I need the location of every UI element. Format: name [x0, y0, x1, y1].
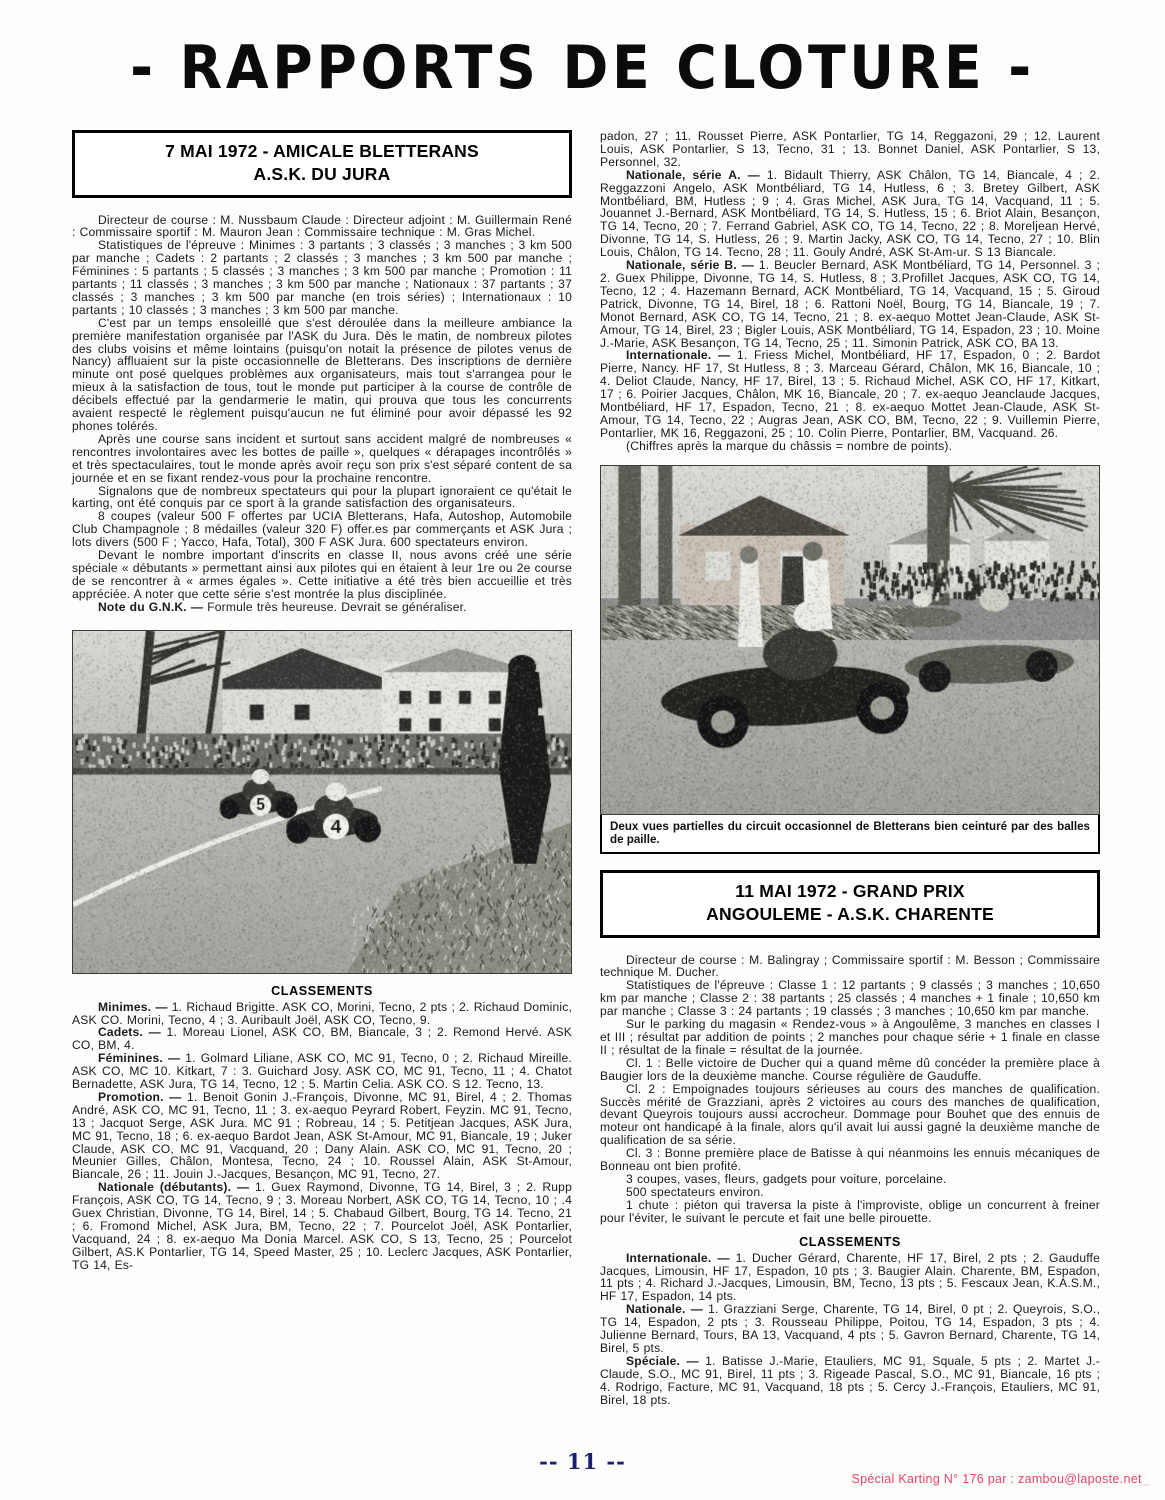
report-paragraph-2: Après une course sans incident et surtout sans accident malgré de nombreuses « rencontres involontaires avec les bottes de paille », quelques « dérapages incontrôlés » et très spectaculaires, tout le monde après avoir reçu son prix s'est séparé content de sa journée et en se fixant rendez-vous pour la prochaine rencontre. [72, 431, 572, 485]
result-entry [72, 1026, 572, 1052]
page-title: - RAPPORTS DE CLOTURE - [130, 33, 1035, 103]
result-entry [600, 1252, 1100, 1304]
result-category: Nationale, série A. — [626, 167, 760, 182]
report-paragraph-3: Signalons que de nombreux spectateurs qui pour la plupart ignoraient ce qu'était le karting, ont été conquis par ce sport à la grande satisfaction des organisateurs. [72, 483, 572, 511]
result-category: Internationale. — [626, 348, 731, 363]
class-3-commentary: Cl. 3 : Bonne première place de Batisse à qui néanmoins les ennuis mécaniques de Bonneau ont bien profité. [600, 1146, 1100, 1174]
prizes-paragraph: 3 coupes, vases, fleurs, gadgets pour voiture, porcelaine. [626, 1171, 947, 1186]
photo-bletterans-corner [72, 630, 572, 974]
report-paragraph-1: Sur le parking du magasin « Rendez-vous » à Angoulême, 3 manches en classes I et III ; résultat par addition de points ; 2 manches pour chaque série + 1 finale en classe II ; résultat de la finale = résultat de la journée. [600, 1017, 1100, 1057]
photo-bletterans-straw-bales-canvas [601, 466, 1099, 814]
report-paragraph-5: Devant le nombre important d'inscrits en classe II, nous avons créé une série spéciale « débutants » permettant ainsi aux pilotes qui en étaient à leur 1re ou 2e course de se rencontrer à « armes égales ». Cette initiative a été très bien accueillie et très appréciée. A noter que cette série s'est montrée la plus disciplinée. [72, 548, 572, 601]
result-text: 1. Beucler Bernard, ASK Montbéliard, TG 14, Personnel. 3 ; 2. Guex Philippe, Divonne, TG 14, S. Hutless, 8 ; 3.Profillet Jacques, ASK CO, TG 14, Tecno, 12 ; 4. Hazemann Bernard, ACK Montbéliard, TG 14, Vacquand, 15 ; 5. Giroud Patrick, Divonne, TG 14, Birel, 18 ; 6. Rattoni Noël, Bourg, TG 14, Biancale, 19 ; 7. Monot Bernard, ASK CO, TG 14, Tecno, 21 ; 8. ex-aequo Mottet Jean-Claude, ASK St-Amour, TG 14, Birel, 23 ; Bigler Louis, ASK Montbéliard, TG 14, Espadon, 23 ; 10. Moine J.-Marie, ASK Besançon, TG 14, Tecno, 25 ; 11. Simonin Patrick, ASK CO, BA 13. [600, 258, 1100, 350]
result-entry [72, 1091, 572, 1181]
result-text: 1. Bidault Thierry, ASK Châlon, TG 14, Biancale, 4 ; 2. Reggazzoni Angelo, ASK Montbéliard, TG 14, Hutless, 6 ; 3. Bretey Gilbert, ASK Montbéliard, BM, Hutless ; 9 ; 4. Gras Michel, ASK Jura, TG 14, Vacquand, 11 ; 5. Jouannet J.-Bernard, ASK Montbéliard, TG 14, S. Hutless, 15 ; 6. Briot Alain, Besançon, TG 14, Tecno, 20 ; 7. Ferrand Gabriel, ASK CO, TG 14, Tecno, 22 ; 8. Moreljean Hervé, Divonne, TG 14, S. Hutless, 26 ; 9. Martin Jacky, ASK CO, TG 14, Tecno, 27 ; 10. Blin Louis, Châlon, TG 14. Tecno, 28 ; 11. Gouly André, ASK St-Am-ur. S 13 Biancale. [600, 167, 1100, 260]
classements-heading-bletterans: CLASSEMENTS [271, 983, 373, 998]
result-category: Féminines. — [98, 1051, 181, 1066]
banner-line-2: A.S.K. DU JURA [253, 163, 391, 184]
class-1-commentary: Cl. 1 : Belle victoire de Ducher qui a quand même dû concéder la première place à Baugier lors de la deuxième manche. Course régulière de Gauduffe. [600, 1055, 1100, 1083]
right-column [600, 130, 1100, 1406]
incident-paragraph: 1 chute : piéton qui traversa la piste à l'improviste, oblige un concurrent à freiner pour l'éviter, le suivant le percute et fait une belle pirouette. [600, 1197, 1100, 1225]
section-banner-angouleme [600, 870, 1100, 938]
result-entry [600, 349, 1100, 439]
result-text: 1. Grazziani Serge, Charente, TG 14, Birel, 0 pt ; 2. Queyrois, S.O., TG 14, Espadon, 2 pts ; 3. Rousseau Philippe, Poitou, TG 14, Espadon, 3 pts ; 4. Julienne Bernard, Tours, BA 13, Vacquand, 4 pts ; 5. Gavron Bernard, Charente, TG 14, Birel, 5 pts. [600, 1302, 1100, 1355]
result-category: Nationale. — [626, 1302, 703, 1317]
result-entry [600, 1355, 1100, 1407]
result-category: Internationale. — [626, 1250, 730, 1265]
result-text: 1. Guex Raymond, Divonne, TG 14, Birel, 3 ; 2. Rupp François, ASK CO, TG 14, Tecno, 9 ; 3. Moreau Norbert, ASK CO, TG 14, Tecno, 10 ; .4 Guex Christian, Divonne, TG 14, Birel, 14 ; 5. Chabaud Gilbert, Bourg, TG 14. Tecno, 21 ; 6. Fromond Michel, ASK Jura, BM, Tecno, 22 ; 7. Pourcelot Joël, ASK Pontarlier, Vacquand, 24 ; 8. ex-aequo Ma Donia Marcel. ASK CO, S 13, Tecno, 25 ; Pourcelot Gilbert, AS.K Pontarlier, TG 14, Speed Master, 25 ; 10. Leclerc Jacques, ASK Pontarlier, TG 14, Es- [72, 1180, 572, 1272]
result-entry [72, 1001, 572, 1027]
result-text: 1. Batisse J.-Marie, Etauliers, MC 91, Squale, 5 pts ; 2. Martet J.-Claude, S.O., MC 91, Birel, 11 pts ; 3. Rigeade Pascal, S.O., MC 91, Biancale, 16 pts ; 4. Rodrigo, Facture, MC 91, Vacquand, 18 pts ; 5. Cercy J.-François, Etauliers, MC 91, Birel, 18 pts. [600, 1353, 1100, 1407]
report-paragraph-1: C'est par un temps ensoleillé que s'est déroulée dans la meilleure ambiance la première manifestation organisée par l'ASK du Jura. Dès le matin, de nombreux pilotes des clubs voisins et même lointains (puisqu'on notait la présence de pilotes venus de Nancy) affluaient sur la piste occasionnelle de Bletterans. Des inscriptions de dernière minute ont posé quelques problèmes aux organisateurs, mais tout s'arrangea pour le mieux à la satisfaction de tous, tout le monde put participer à la course de contrôle de décibels effectué par la gendarmerie le matin, qui prouva que tous les concurrents avaient respecté le règlement puisqu'aucun ne fut éliminé pour avoir dépassé les 92 phones tolérés. [72, 315, 572, 433]
statistics-paragraph: Statistiques de l'épreuve : Minimes : 3 partants ; 3 classés ; 3 manches ; 3 km 500 par manche ; Cadets : 2 partants ; 2 classés ; 3 manches ; 3 km 500 par manche ; Féminines : 5 partants ; 5 classés ; 3 manches ; 3 km 500 par manche ; Promotion : 11 partants ; 11 classés ; 3 manches ; 3 km 500 par manche ; Nationaux : 37 partants ; 37 classés ; 3 manches ; 3 km 500 par manche (en trois séries) ; Internationaux : 10 partants ; 10 classés ; 3 manches ; 3 km 500 par manche. [72, 238, 572, 317]
result-text: 1. Ducher Gérard, Charente, HF 17, Birel, 2 pts ; 2. Gauduffe Jacques, Limousin, HF 17, Espadon, 10 pts ; 3. Baugier Alain. Charente, BM, Espadon, 11 pts ; 4. Richard J.-Jacques, Limousin, BM, Tecno, 13 pts ; 5. Fescaux Jean, K.A.S.M., HF 17, Espadon, 14 pts. [600, 1250, 1100, 1304]
result-entry [600, 169, 1100, 259]
result-category: Minimes. — [98, 999, 168, 1014]
section-banner-bletterans [72, 130, 572, 198]
result-category: Cadets. — [98, 1025, 161, 1040]
note-gnk-text: Formule très heureuse. Devrait se généraliser. [203, 599, 467, 614]
watermark-text: Spécial Karting N° 176 par : zambou@laposte.net [851, 1472, 1142, 1486]
officials-paragraph: Directeur de course : M. Balingray ; Commissaire sportif : M. Besson ; Commissaire technique M. Ducher. [600, 952, 1100, 980]
result-text: 1. Friess Michel, Montbéliard, HF 17, Espadon, 0 ; 2. Bardot Pierre, Nancy. HF 17, St Hutless, 8 ; 3. Marceau Gérard, Châlon, MK 16, Biancale, 10 ; 4. Deliot Claude, Nancy, HF 17, Birel, 13 ; 5. Richaud Michel, ASK CO, HF 17, Kitkart, 17 ; 6. Poirier Jacques, Châlon, MK 16, Biancale, 20 ; 7. ex-aequo Jeanclaude Jacques, Montbéliard, HF 17, Espadon, Tecno, 21 ; 8. ex-aequo Mottet Jean-Claude, ASK St-Amour, TG 14, Tecno, 22 ; Augras Jean, ASK CO, BM, Tecno, 22 ; 9. Vuillemin Pierre, Pontarlier, MK 16, Reggazoni, 25 ; 10. Colin Pierre, Pontarlier, BM, Vacquand. 26. [600, 348, 1101, 440]
banner-line-1: 7 MAI 1972 - AMICALE BLETTERANS [165, 141, 479, 161]
scan-watermark [851, 1472, 1149, 1486]
result-entry-continued: padon, 27 ; 11. Rousset Pierre, ASK Pontarlier, TG 14, Reggazoni, 29 ; 12. Laurent Louis, ASK Pontarlier, S 13, Tecno, 31 ; 13. Bonnet Daniel, ASK Pontarlier, S 13, Personnel, 32. [600, 129, 1100, 169]
result-entry [72, 1181, 572, 1271]
banner-line-1: 11 MAI 1972 - GRAND PRIX [735, 881, 965, 902]
photo-caption: Deux vues partielles du circuit occasionnel de Bletterans bien ceinturé par des balles de paille. [600, 815, 1100, 854]
result-entry [72, 1052, 572, 1091]
result-text: 1. Richaud Brigitte. ASK CO, Morini, Tecno, 2 pts ; 2. Richaud Dominic, ASK CO. Morini, Tecno, 4 ; 3. Auribault Joël, ASK CO, Tecno, 9. [72, 999, 572, 1027]
left-column [72, 130, 572, 1272]
result-category: Promotion. — [98, 1089, 182, 1104]
page-number: -- 11 -- [539, 1449, 626, 1474]
result-text: 1. Golmard Liliane, ASK CO, MC 91, Tecno, 0 ; 2. Richaud Mireille. ASK CO, MC 10. Kitkart, 7 : 3. Guichard Josy. ASK CO, MC 91, Tecno, 11 ; 4. Chatot Bernadette, ASK Jura, TG 14, Tecno, 12 ; 5. Martin Celia. ASK CO. S 12. Tecno, 13. [72, 1051, 572, 1092]
banner-line-2: ANGOULEME - A.S.K. CHARENTE [706, 903, 994, 924]
report-paragraph-4: 8 coupes (valeur 500 F offertes par UCIA Bletterans, Hafa, Autoshop, Automobile Club Champagnole ; 8 médailles (valeur 320 F) offer.es par commerçants et ASK Jura ; lots divers (500 F ; Yacco, Hafa, Total), 300 F ASK Jura. 600 spectateurs environ. [72, 509, 572, 550]
chassis-note: (Chiffres après la marque du châssis = nombre de points). [626, 438, 953, 453]
result-entry [600, 1303, 1100, 1355]
officials-paragraph: Directeur de course : M. Nussbaum Claude : Directeur adjoint : M. Guillermain René : Commissaire sportif : M. Mauron Jean : Commissaire technique : M. Gras Michel. [72, 212, 572, 240]
class-2-commentary: Cl. 2 : Empoignades toujours sérieuses au cours des manches de qualification. Succès mérité de Grazziani, après 2 victoires au cours des manches de qualification, devant Queyrois toujours aussi accrocheur. Dommage pour Bouhet que des ennuis de moteur ont handicapé à la finale, alors qu'il avait lui aussi gagné la deuxième manche de qualification de sa série. [600, 1081, 1100, 1148]
result-text: 1. Moreau Lionel, ASK CO, BM, Biancale, 3 ; 2. Remond Hervé. ASK CO, BM, 4. [72, 1025, 572, 1053]
classements-heading-angouleme: CLASSEMENTS [799, 1234, 901, 1249]
result-entry [600, 259, 1100, 349]
result-category: Spéciale. — [626, 1353, 699, 1368]
note-gnk-lead: Note du G.N.K. — [98, 599, 204, 614]
result-category: Nationale (débutants). — [98, 1180, 250, 1195]
photo-bletterans-straw-bales [600, 465, 1100, 815]
spectators-paragraph: 500 spectateurs environ. [626, 1184, 764, 1199]
photo-bletterans-corner-canvas [73, 631, 571, 973]
page-masthead [0, 33, 1165, 103]
result-text: 1. Benoit Gonin J.-François, Divonne, MC 91, Birel, 4 ; 2. Thomas André, ASK CO, MC 91, Tecno, 11 ; 3. ex-aequo Peyrard Robert, Feyzin. MC 91, Tecno, 13 ; Jacquot Serge, ASK Jura. MC 91 ; Robreau, 14 ; 5. Petitjean Jacques, ASK Jura, MC 91, Tecno, 18 ; 6. ex-aequo Bardot Jean, ASK St-Amour, MC 91, Biancale, 19 ; Juker Claude, ASK CO, MC 91, Vacquand, 20 ; Dany Alain. ASK CO, MC 91, Tecno, 20 ; Meunier Gilles, Châlon, Montesa, Tecno, 24 ; 10. Roussel Alain, ASK St-Amour, Biancale, 26 ; 11. Jouin J.-Jacques, Besançon, MC 91, Tecno, 27. [72, 1089, 572, 1182]
note-gnk-paragraph [72, 601, 572, 614]
statistics-paragraph: Statistiques de l'épreuve : Classe 1 : 12 partants ; 9 classés ; 3 manches ; 10,650 km par manche ; Classe 2 : 38 partants ; 25 classés ; 4 manches + 1 finale ; 10,650 km par manche ; Classe 3 : 24 partants ; 19 classés ; 3 manches ; 10,650 km par manche. [600, 978, 1100, 1019]
result-category: Nationale, série B. — [626, 258, 754, 273]
watermark-tail: _ [1141, 1472, 1149, 1486]
